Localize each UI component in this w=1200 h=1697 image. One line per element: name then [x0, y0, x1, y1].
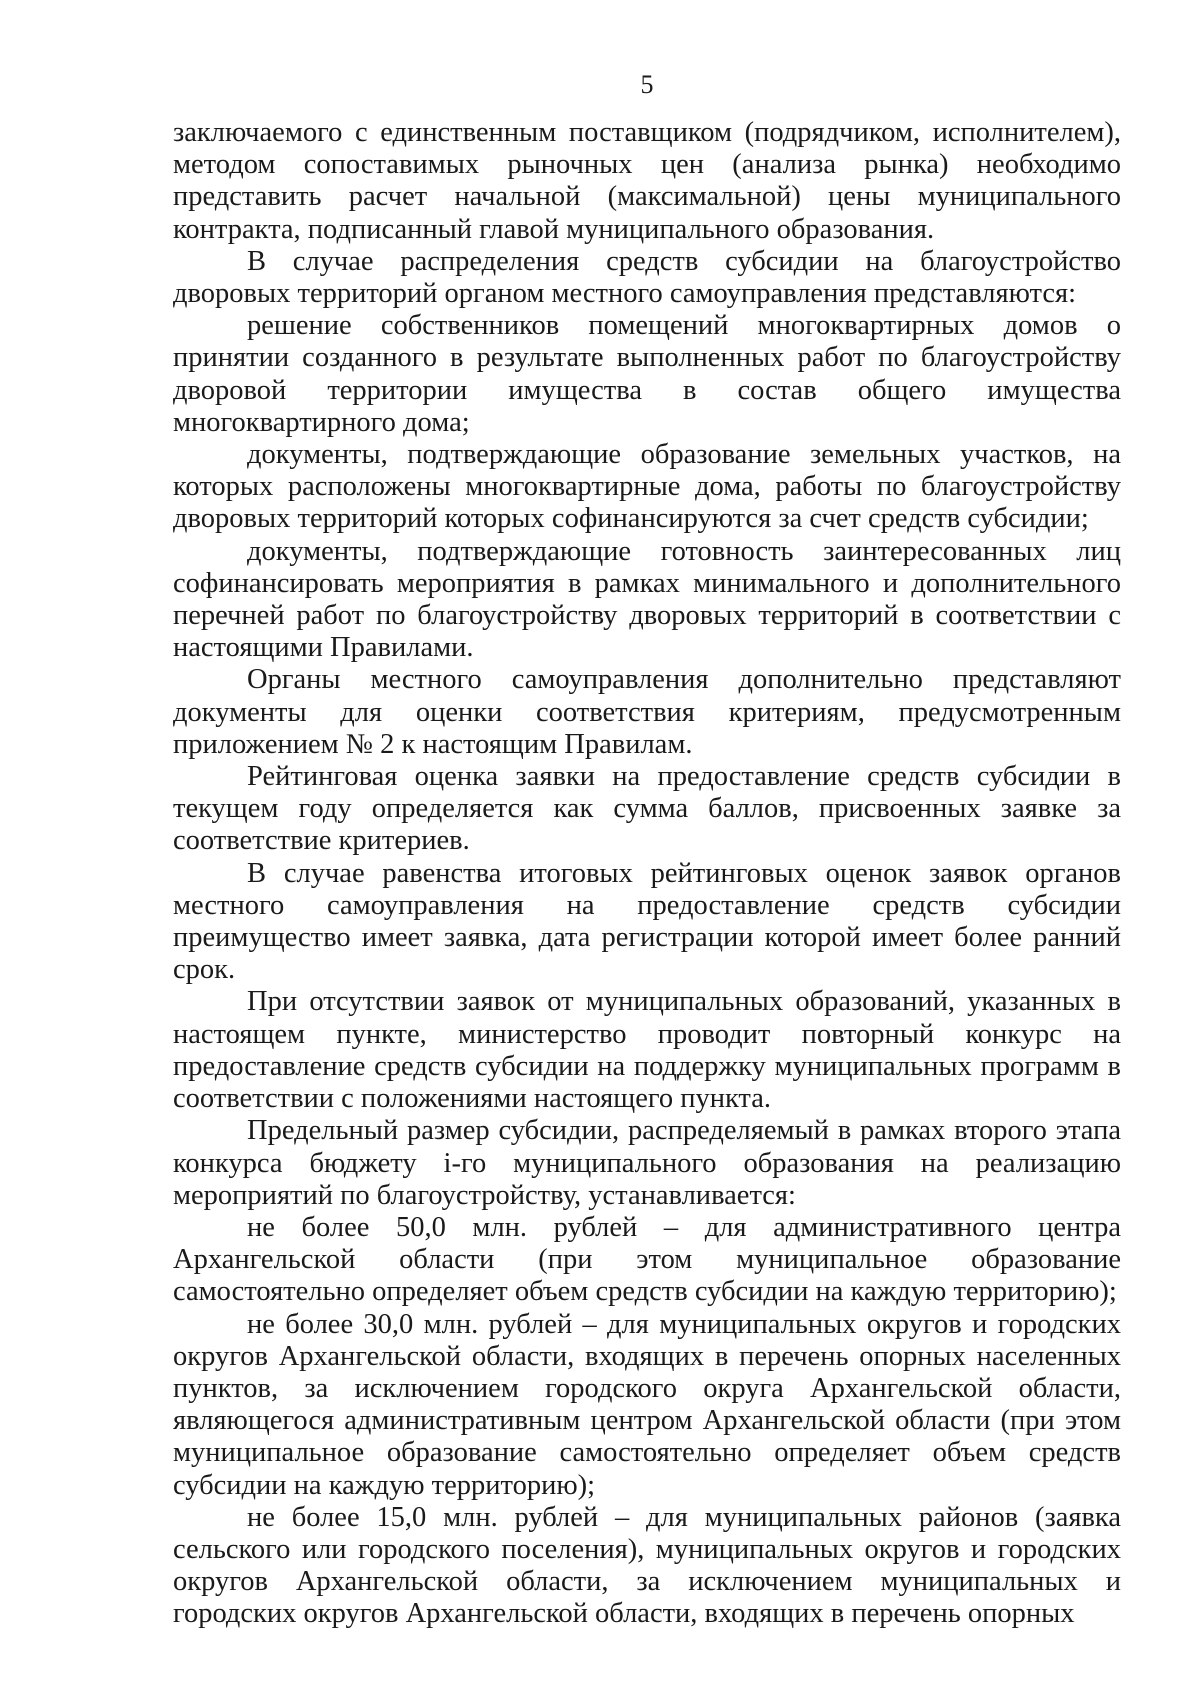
paragraph-12: не более 30,0 млн. рублей – для муниципальных округов и городских округов Архангельской области, входящих в перечень опорных населенных пунктов, за исключением городского округа Архангельской области, являющегося административным центром Архангельской области (при этом муниципальное образование самостоятельно определяет объем средств субсидии на каждую территорию);: [173, 1308, 1121, 1501]
paragraph-1: заключаемого с единственным поставщиком (подрядчиком, исполнителем), методом сопоставимых рыночных цен (анализа рынка) необходимо представить расчет начальной (максимальной) цены муниципального контракта, подписанный главой муниципального образования.: [173, 117, 1121, 245]
paragraph-10: Предельный размер субсидии, распределяемый в рамках второго этапа конкурса бюджету i-го муниципального образования на реализацию мероприятий по благоустройству, устанавливается:: [173, 1115, 1121, 1211]
paragraph-6: Органы местного самоуправления дополнительно представляют документы для оценки соответствия критериям, предусмотренным приложением № 2 к настоящим Правилам.: [173, 664, 1121, 760]
paragraph-4: документы, подтверждающие образование земельных участков, на которых расположены многоквартирные дома, работы по благоустройству дворовых территорий которых софинансируются за счет средств субсидии;: [173, 439, 1121, 535]
document-page: [173, 0, 1121, 1697]
paragraph-13: не более 15,0 млн. рублей – для муниципальных районов (заявка сельского или городского поселения), муниципальных округов и городских округов Архангельской области, за исключением муниципальных и городских округов Архангельской области, входящих в перечень опорных: [173, 1501, 1121, 1630]
paragraph-7: Рейтинговая оценка заявки на предоставление средств субсидии в текущем году определяется как сумма баллов, присвоенных заявке за соответствие критериев.: [173, 761, 1121, 857]
paragraph-11: не более 50,0 млн. рублей – для административного центра Архангельской области (при этом муниципальное образование самостоятельно определяет объем средств субсидии на каждую территорию);: [173, 1211, 1121, 1308]
paragraph-3: решение собственников помещений многоквартирных домов о принятии созданного в результате выполненных работ по благоустройству дворовой территории имущества в состав общего имущества многоквартирного дома;: [173, 310, 1121, 438]
paragraph-2: В случае распределения средств субсидии на благоустройство дворовых территорий органом местного самоуправления представляются:: [173, 245, 1121, 310]
document-body: [173, 117, 1121, 1631]
paragraph-5: документы, подтверждающие готовность заинтересованных лиц софинансировать мероприятия в рамках минимального и дополнительного перечней работ по благоустройству дворовых территорий в соответствии с настоящими Правилами.: [173, 535, 1121, 664]
page-number: 5: [640, 70, 654, 99]
paragraph-9: При отсутствии заявок от муниципальных образований, указанных в настоящем пункте, министерство проводит повторный конкурс на предоставление средств субсидии на поддержку муниципальных программ в соответствии с положениями настоящего пункта.: [173, 986, 1121, 1115]
paragraph-8: В случае равенства итоговых рейтинговых оценок заявок органов местного самоуправления на предоставление средств субсидии преимущество имеет заявка, дата регистрации которой имеет более ранний срок.: [173, 857, 1121, 986]
